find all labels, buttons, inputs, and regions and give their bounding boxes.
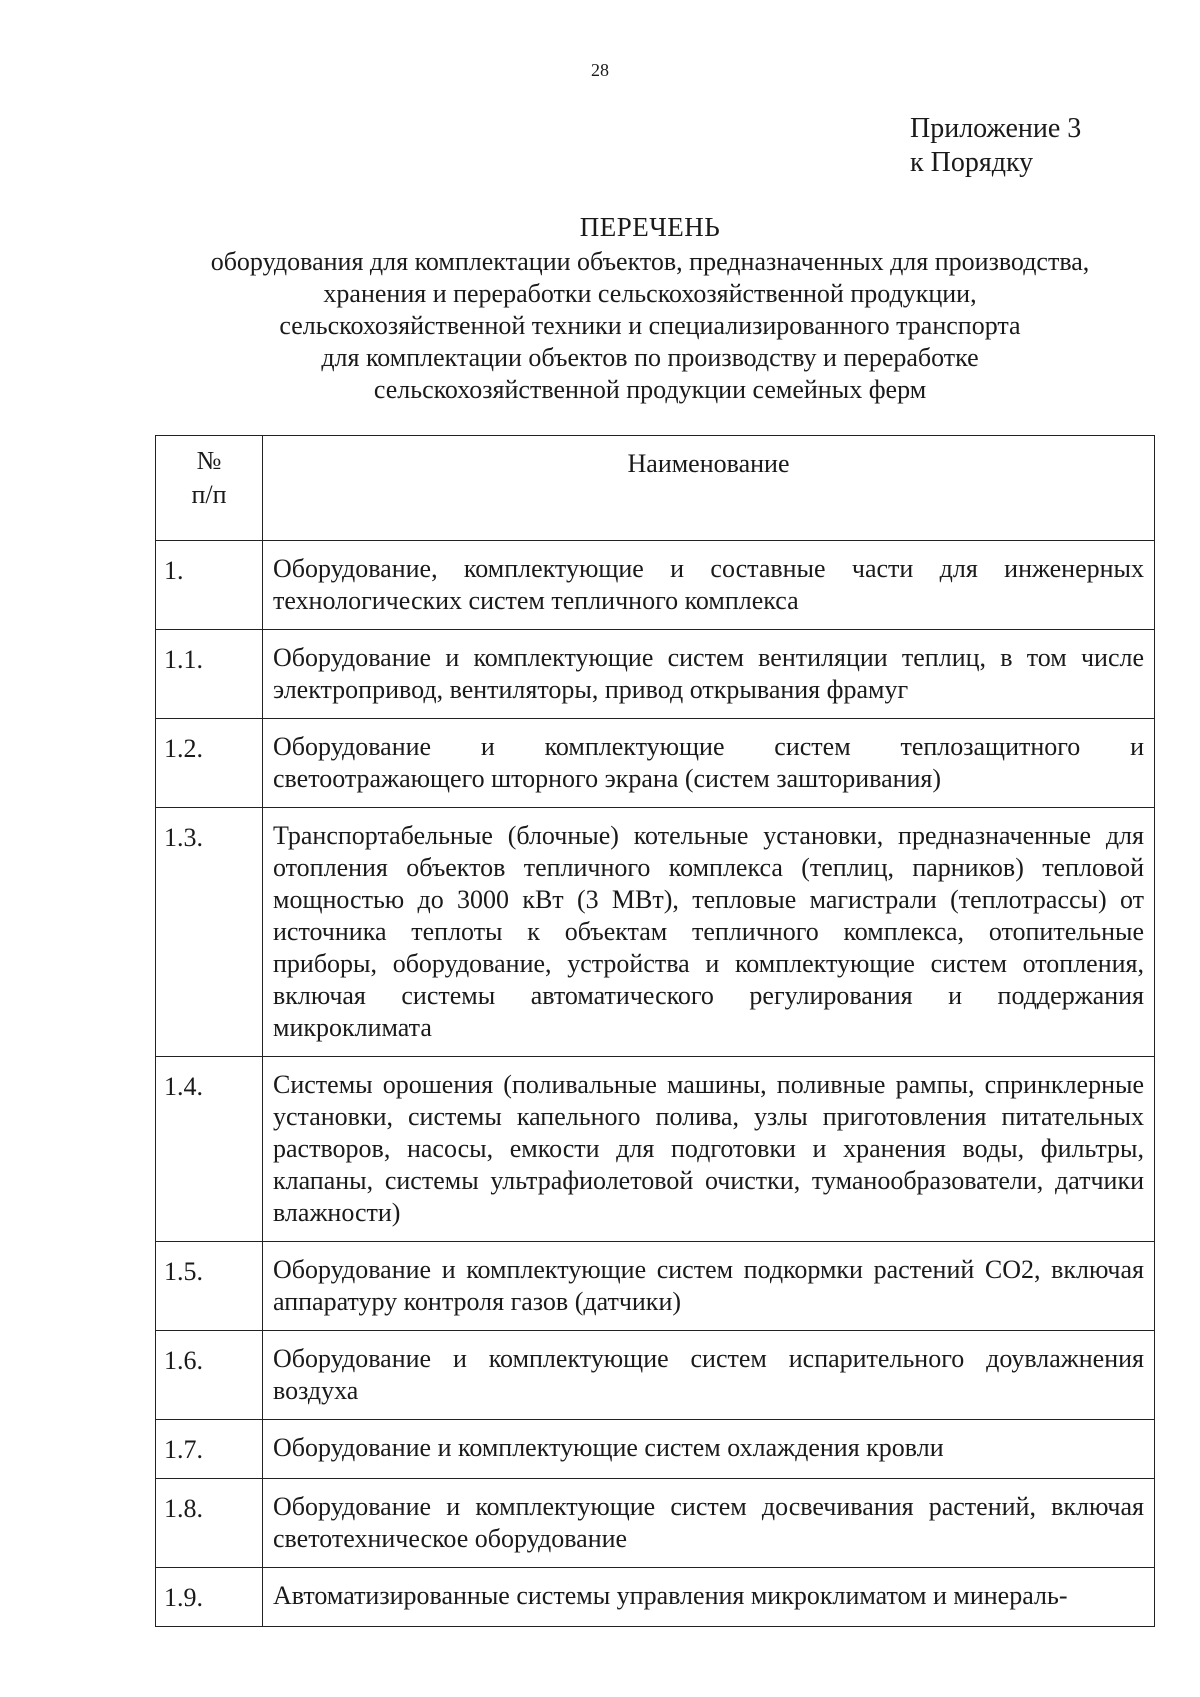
page-number: 28	[591, 60, 609, 80]
subtitle-line: для комплектации объектов по производству и переработке	[321, 343, 979, 372]
row-number: 1.1.	[156, 630, 263, 719]
row-number: 1.9.	[156, 1568, 263, 1627]
row-number: 1.5.	[156, 1242, 263, 1331]
row-number: 1.8.	[156, 1479, 263, 1568]
equipment-table	[155, 435, 1155, 1627]
row-name: Оборудование и комплектующие систем испарительного доувлажнения воздуха	[263, 1331, 1155, 1420]
table-row	[156, 1420, 1155, 1479]
column-header-number-abbr: п/п	[191, 480, 227, 509]
document-subtitle	[150, 246, 1150, 406]
subtitle-line: оборудования для комплектации объектов, предназначенных для производства,	[210, 247, 1090, 276]
table-row	[156, 1479, 1155, 1568]
table-row	[156, 808, 1155, 1057]
row-number: 1.3.	[156, 808, 263, 1057]
row-number: 1.6.	[156, 1331, 263, 1420]
row-name: Оборудование и комплектующие систем досвечивания растений, включая светотехническое оборудование	[263, 1479, 1155, 1568]
row-name: Оборудование, комплектующие и составные части для инженерных технологических систем тепличного комплекса	[263, 541, 1155, 630]
table-row	[156, 1057, 1155, 1242]
row-number: 1.7.	[156, 1420, 263, 1479]
document-title: ПЕРЕЧЕНЬ	[579, 212, 721, 242]
row-name: Оборудование и комплектующие систем вентиляции теплиц, в том числе электропривод, вентиляторы, привод открывания фрамуг	[263, 630, 1155, 719]
appendix-reference	[910, 112, 1081, 180]
row-name: Системы орошения (поливальные машины, поливные рампы, спринклерные установки, системы капельного полива, узлы приготовления питательных растворов, насосы, емкости для подготовки и хранения воды, фильтры, клапаны, системы ультрафиолетовой очистки, туманообразователи, датчики влажности)	[263, 1057, 1155, 1242]
table-row	[156, 1568, 1155, 1627]
appendix-line-1: Приложение 3	[910, 113, 1082, 144]
table-header-row	[156, 436, 1155, 541]
table-row	[156, 541, 1155, 630]
row-name: Автоматизированные системы управления микроклиматом и минераль-	[263, 1568, 1155, 1627]
appendix-line-2: к Порядку	[910, 147, 1034, 178]
table-row	[156, 630, 1155, 719]
row-name: Транспортабельные (блочные) котельные установки, предназначенные для отопления объектов тепличного комплекса (теплиц, парников) тепловой мощностью до 3000 кВт (3 МВт), тепловые магистрали (теплотрассы) от источника теплоты к объектам тепличного комплекса, отопительные приборы, оборудование, устройства и комплектующие систем отопления, включая системы автоматического регулирования и поддержания микроклимата	[263, 808, 1155, 1057]
table-row	[156, 1242, 1155, 1331]
column-header-number	[156, 436, 263, 541]
row-name: Оборудование и комплектующие систем теплозащитного и светоотражающего шторного экрана (систем зашторивания)	[263, 719, 1155, 808]
row-name: Оборудование и комплектующие систем охлаждения кровли	[263, 1420, 1155, 1479]
row-number: 1.4.	[156, 1057, 263, 1242]
subtitle-line: хранения и переработки сельскохозяйственной продукции,	[323, 279, 977, 308]
row-number: 1.2.	[156, 719, 263, 808]
table-row	[156, 719, 1155, 808]
table-row	[156, 1331, 1155, 1420]
row-name: Оборудование и комплектующие систем подкормки растений СО2, включая аппаратуру контроля газов (датчики)	[263, 1242, 1155, 1331]
column-header-name: Наименование	[263, 436, 1155, 541]
subtitle-line: сельскохозяйственной продукции семейных ферм	[373, 375, 927, 404]
column-header-number-sign: №	[196, 446, 222, 475]
subtitle-line: сельскохозяйственной техники и специализированного транспорта	[279, 311, 1021, 340]
row-number: 1.	[156, 541, 263, 630]
